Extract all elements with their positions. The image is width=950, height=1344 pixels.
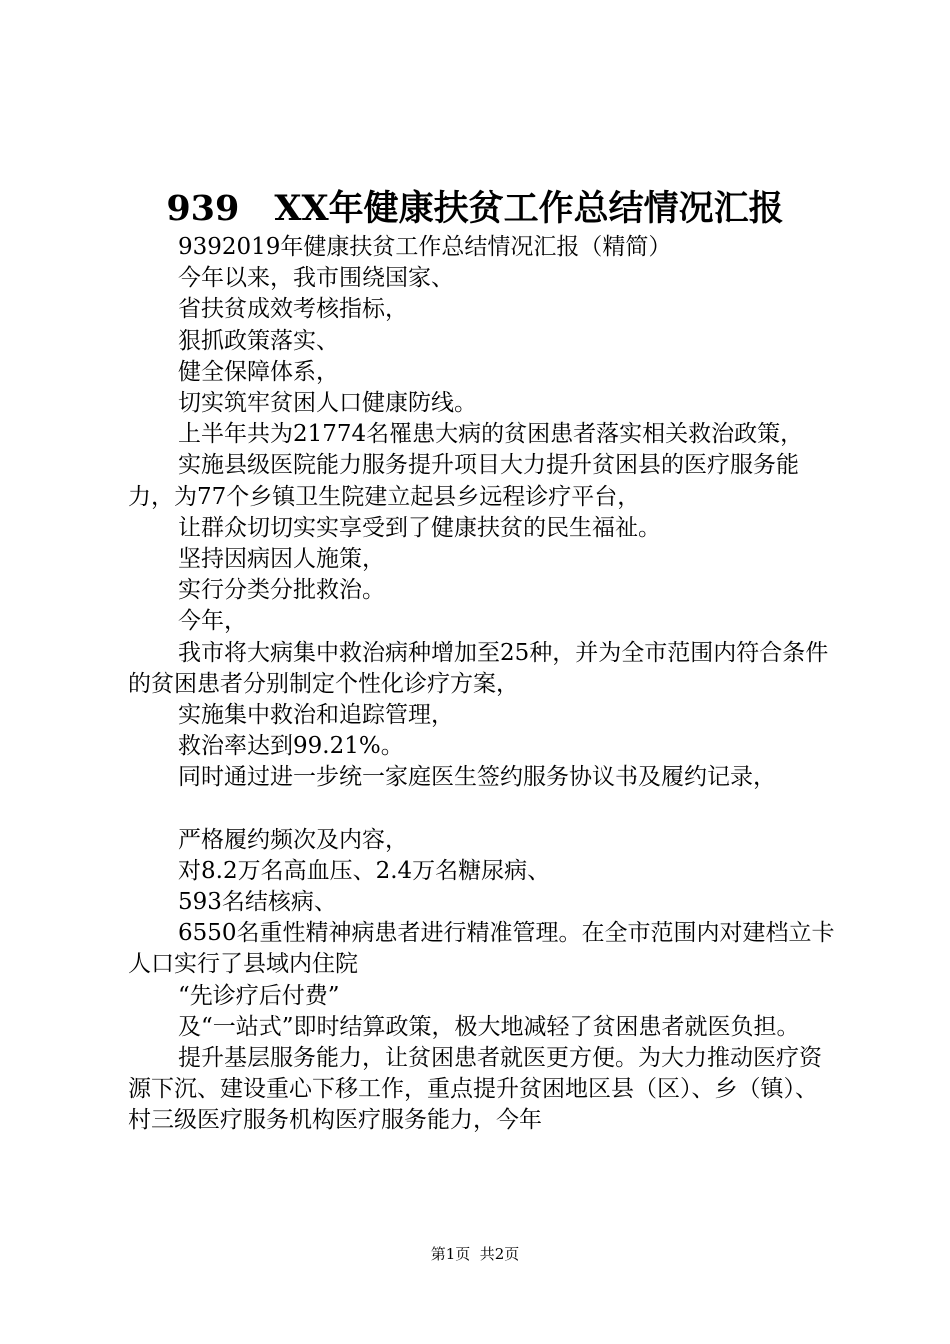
paragraph: 实施集中救治和追踪管理， (178, 702, 454, 729)
paragraph: 实行分类分批救治。 (178, 577, 385, 604)
paragraph: 救治率达到99.21%。 (178, 733, 404, 760)
paragraph: 坚持因病因人施策， (178, 546, 385, 573)
page-footer: 第1页 共2页 (430, 1245, 520, 1263)
paragraph: 健全保障体系， (178, 358, 339, 385)
paragraph: 提升基层服务能力，让贫困患者就医更方便。为大力推动医疗资源下沉、建设重心下移工作，重点提升贫困地区县（区）、乡（镇）、村三级医疗服务机构医疗服务能力，今年 (128, 1045, 822, 1134)
paragraph: 严格履约频次及内容， (178, 826, 408, 853)
paragraph: 我市将大病集中救治病种增加至25种，并为全市范围内符合条件的贫困患者分别制定个性化诊疗方案， (128, 639, 829, 697)
paragraph: 6550名重性精神病患者进行精准管理。在全市范围内对建档立卡人口实行了县域内住院 (128, 920, 835, 978)
paragraph: 切实筑牢贫困人口健康防线。 (178, 390, 477, 417)
paragraph: 今年以来，我市围绕国家、 (178, 265, 454, 292)
paragraph: 对8.2万名高血压、2.4万名糖尿病、 (178, 857, 551, 884)
document-body (128, 232, 838, 1137)
paragraph: 593名结核病、 (178, 889, 337, 916)
paragraph: 让群众切切实实享受到了健康扶贫的民生福祉。 (178, 514, 661, 541)
paragraph: 上半年共为21774名罹患大病的贫困患者落实相关救治政策， (178, 421, 804, 448)
paragraph: 实施县级医院能力服务提升项目大力提升贫困县的医疗服务能力，为77个乡镇卫生院建立起县乡远程诊疗平台， (128, 452, 799, 510)
paragraph: “先诊疗后付费” (178, 982, 340, 1009)
document-title: 939 XX年健康扶贫工作总结情况汇报 (166, 188, 784, 229)
paragraph: 9392019年健康扶贫工作总结情况汇报（精简） (178, 234, 672, 260)
paragraph: 省扶贫成效考核指标， (178, 296, 408, 323)
paragraph: 及“一站式”即时结算政策，极大地减轻了贫困患者就医负担。 (178, 1013, 800, 1040)
paragraph: 狠抓政策落实、 (178, 327, 339, 354)
paragraph: 同时通过进一步统一家庭医生签约服务协议书及履约记录， (178, 764, 776, 791)
paragraph: 今年， (178, 608, 247, 635)
